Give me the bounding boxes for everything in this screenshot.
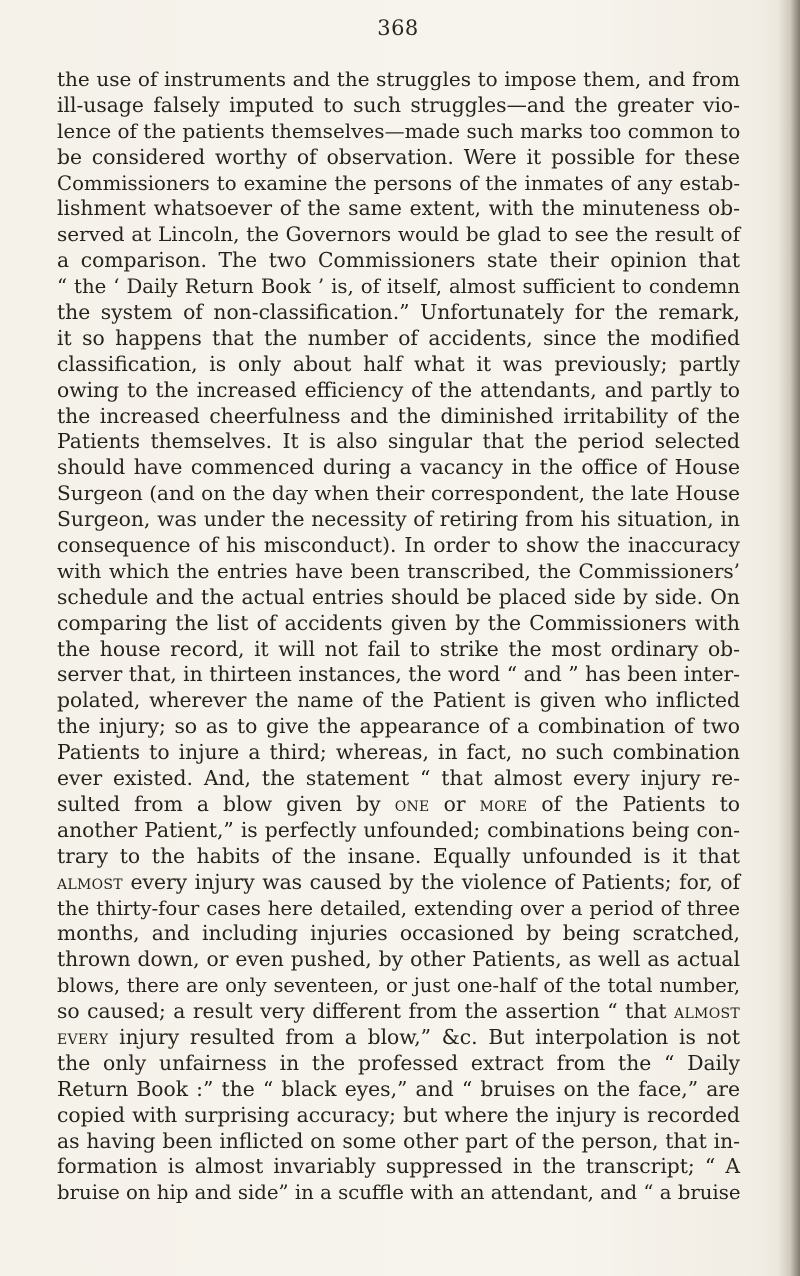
- small-caps-word: more: [479, 791, 528, 816]
- text-line: it so happens that the number of accidents, since the modified: [57, 325, 740, 350]
- text-line: blows, there are only seventeen, or just one-half of the total number,: [57, 974, 740, 998]
- text-line: Patients themselves. It is also singular that the period selected: [57, 429, 740, 454]
- text-line: owing to the increased efficiency of the attendants, and partly to: [57, 377, 740, 402]
- text-line: almost every injury was caused by the violence of Patients; for, of: [57, 869, 740, 894]
- text-line: the only unfairness in the professed extract from the “ Daily: [57, 1050, 740, 1075]
- text-line: Surgeon, was under the necessity of retiring from his situation, in: [57, 507, 740, 532]
- text-line: trary to the habits of the insane. Equally unfounded is it that: [57, 843, 740, 868]
- text-line: as having been inflicted on some other part of the person, that in-: [57, 1128, 740, 1153]
- small-caps-word: one: [394, 791, 430, 816]
- text-line: every injury resulted from a blow,” &c. But interpolation is not: [57, 1024, 740, 1049]
- text-line: consequence of his misconduct). In order to show the inaccuracy: [57, 533, 740, 558]
- text-line: “ the ‘ Daily Return Book ’ is, of itself, almost sufficient to condemn: [57, 275, 740, 299]
- text-line: lishment whatsoever of the same extent, with the minuteness ob-: [57, 196, 740, 221]
- text-line: another Patient,” is perfectly unfounded; combinations being con-: [57, 817, 740, 842]
- text-line: the thirty-four cases here detailed, extending over a period of three: [57, 896, 740, 920]
- text-line: ever existed. And, the statement “ that almost every injury re-: [57, 766, 740, 791]
- text-line: comparing the list of accidents given by the Commissioners with: [57, 610, 740, 635]
- text-line: the increased cheerfulness and the diminished irritability of the: [57, 403, 740, 428]
- text-line: Commissioners to examine the persons of the inmates of any estab-: [57, 171, 740, 195]
- text-line: a comparison. The two Commissioners state their opinion that: [57, 248, 740, 273]
- text-line: formation is almost invariably suppressed in the transcript; “ A: [57, 1154, 740, 1179]
- small-caps-word: almost: [674, 999, 740, 1024]
- text-line: the system of non-classification.” Unfortunately for the remark,: [57, 300, 740, 325]
- text-line: bruise on hip and side” in a scuffle with an attendant, and “ a bruise: [57, 1181, 741, 1205]
- text-line: schedule and the actual entries should be placed side by side. On: [57, 584, 740, 609]
- text-line: with which the entries have been transcribed, the Commissioners’: [57, 558, 740, 583]
- page-edge-shadow: [778, 0, 800, 1276]
- text-line: Return Book :” the “ black eyes,” and “ bruises on the face,” are: [57, 1076, 740, 1101]
- text-line: the house record, it will not fail to strike the most ordinary ob-: [57, 636, 740, 661]
- text-line: lence of the patients themselves—made such marks too common to: [57, 118, 741, 143]
- text-line: sulted from a blow given by one or more of the Patients to: [57, 791, 740, 816]
- page-number: 368: [377, 16, 419, 40]
- text-line: the injury; so as to give the appearance of a combination of two: [57, 714, 740, 739]
- text-line: should have commenced during a vacancy in the office of House: [57, 455, 740, 480]
- text-line: served at Lincoln, the Governors would be glad to see the result of: [57, 222, 740, 247]
- text-line: classification, is only about half what it was previously; partly: [57, 351, 740, 376]
- text-line: so caused; a result very different from the assertion “ that almost: [57, 999, 740, 1024]
- text-line: Surgeon (and on the day when their correspondent, the late House: [57, 481, 740, 506]
- small-caps-word: almost: [57, 869, 123, 894]
- text-line: ill-usage falsely imputed to such struggles—and the greater vio-: [57, 92, 740, 117]
- text-line: polated, wherever the name of the Patient is given who inflicted: [57, 688, 740, 713]
- text-line: months, and including injuries occasioned by being scratched,: [57, 921, 740, 946]
- body-text: [57, 67, 740, 1206]
- text-line: the use of instruments and the struggles to impose them, and from: [57, 67, 740, 91]
- text-line: thrown down, or even pushed, by other Patients, as well as actual: [57, 947, 740, 972]
- text-line: be considered worthy of observation. Were it possible for these: [57, 144, 740, 169]
- text-line: copied with surprising accuracy; but where the injury is recorded: [57, 1102, 740, 1127]
- small-caps-word: every: [57, 1024, 109, 1049]
- text-line: server that, in thirteen instances, the word “ and ” has been inter-: [57, 662, 740, 687]
- text-line: Patients to injure a third; whereas, in fact, no such combination: [57, 740, 740, 765]
